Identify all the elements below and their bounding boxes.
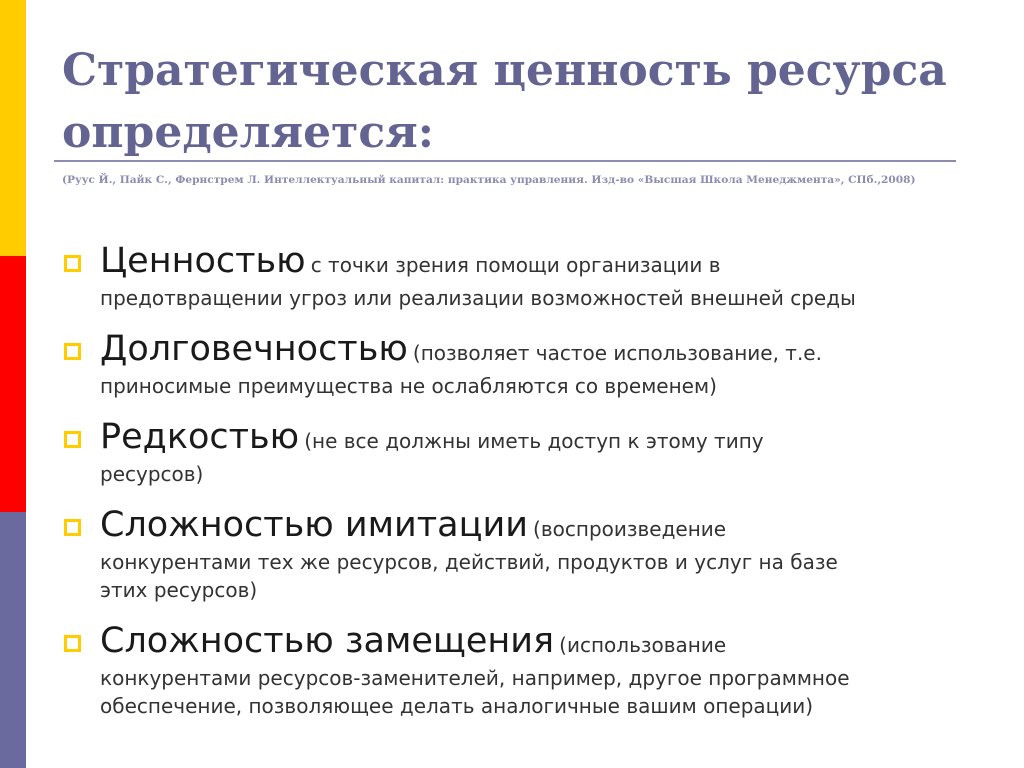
item-desc-line: (воспроизведение xyxy=(533,517,727,541)
list-item xyxy=(62,618,962,720)
square-bullet-icon xyxy=(64,519,81,536)
bullet-list xyxy=(62,238,962,734)
left-stripe-yellow xyxy=(0,0,26,256)
item-desc-line: с точки зрения помощи организации в xyxy=(310,253,721,277)
square-bullet-icon xyxy=(64,431,81,448)
list-item xyxy=(62,502,962,604)
list-item xyxy=(62,238,962,312)
slide-title xyxy=(62,40,962,164)
item-desc-line: приносимые преимущества не ослабляются со временем) xyxy=(100,374,717,398)
item-term: Сложностью имитации xyxy=(100,505,528,545)
square-bullet-icon xyxy=(64,255,81,272)
left-stripe-purple xyxy=(0,512,26,768)
slide-title-line-2: определяется: xyxy=(62,107,434,158)
item-desc-line: (не все должны иметь доступ к этому типу xyxy=(304,429,764,453)
item-desc-line: обеспечение, позволяющее делать аналогичные вашим операции) xyxy=(100,694,814,718)
item-desc-line: предотвращении угроз или реализации возможностей внешней среды xyxy=(100,286,856,310)
item-desc-line: конкурентами тех же ресурсов, действий, продуктов и услуг на базе xyxy=(100,550,838,574)
item-term: Сложностью замещения xyxy=(100,621,555,661)
item-term: Долговечностью xyxy=(100,329,408,369)
square-bullet-icon xyxy=(64,343,81,360)
slide-title-line-1: Стратегическая ценность ресурса xyxy=(62,45,947,96)
item-desc-line: конкурентами ресурсов-заменителей, например, другое программное xyxy=(100,666,850,690)
item-desc-line: (позволяет частое использование, т.е. xyxy=(412,341,822,365)
left-stripe-red xyxy=(0,256,26,512)
item-desc-line: ресурсов) xyxy=(100,462,204,486)
square-bullet-icon xyxy=(64,635,81,652)
list-item xyxy=(62,326,962,400)
list-item xyxy=(62,414,962,488)
title-underline xyxy=(54,160,956,162)
item-term: Ценностью xyxy=(100,241,306,281)
item-desc-line: (использование xyxy=(559,633,727,657)
item-desc-line: этих ресурсов) xyxy=(100,578,258,602)
item-term: Редкостью xyxy=(100,417,300,457)
citation: (Руус Й., Пайк С., Фернстрем Л. Интеллектуальный капитал: практика управления. Изд-во «Высшая Школа Менеджмента», СПб.,2008) xyxy=(62,174,916,186)
